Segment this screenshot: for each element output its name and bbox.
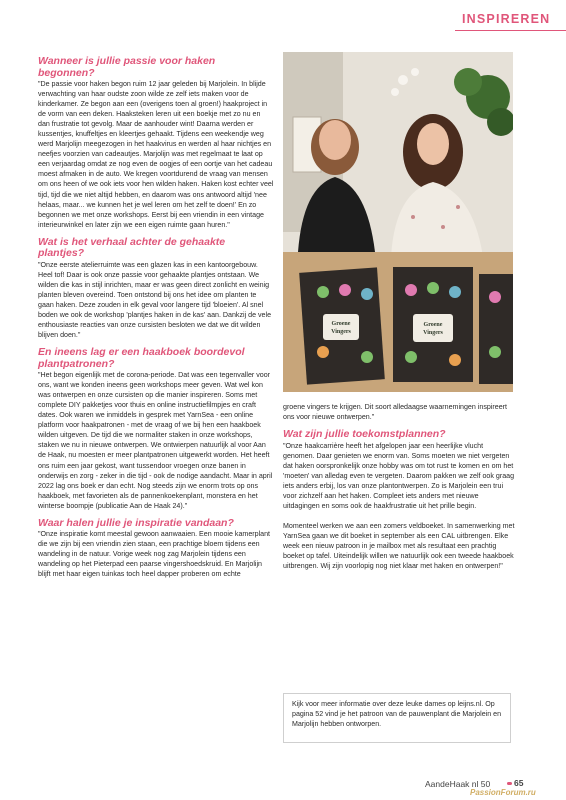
article-heading: En ineens lag er een haakboek boordevol plantpatronen? bbox=[38, 346, 245, 370]
footer-separator bbox=[507, 782, 512, 785]
section-tag: INSPIREREN bbox=[462, 12, 551, 26]
section-divider bbox=[455, 30, 566, 31]
designers-photo bbox=[283, 52, 513, 392]
right-column-continuation bbox=[283, 402, 515, 571]
magazine-name: AandeHaak nl 50 bbox=[425, 779, 491, 789]
article-body: groene vingers te krijgen. Dit soort alledaagse waarnemingen inspireert ons voor nieuwe ontwerpen." bbox=[283, 403, 507, 422]
article-body: "Onze haakcarrière heeft het afgelopen jaar een heerlijke vlucht genomen. Daar genieten we enorm van. Soms moeten we niet vergeten dat haken oorspronkelijk onze hobby was om tot rust te komen en om het 'moeten' van alledag even te vergeten. Daarom pakken we zelf ook graag iets anders erbij, los van onze plantontwerpen. Zo is Marjolein een trui voor zichzelf aan het haken. Compleet iets anders met nieuwe uitdagingen en soms ook de haakfrustratie uit het prille begin. bbox=[283, 441, 515, 510]
article-body: Momenteel werken we aan een zomers veldboeket. In samenwerking met YarnSea gaan we dit boeket in september als een CAL uitbrengen. Elke week een nieuw patroon in je mailbox met als resultaat een prachtig boeket op tafel. Uiteindelijk willen we natuurlijk ook een tweede haakboek uitbrengen. Wij zijn voorlopig nog niet klaar met haken en ontwerpen!" bbox=[283, 521, 515, 571]
article-body: "Onze inspiratie komt meestal gewoon aanwaaien. Een mooie kamerplant die we zijn bij een vriendin zien staan, een prachtige bloem tijdens een wandeling in de natuur. Vorige week nog zag Marjolein tijdens een wandeling op het Pieterpad een paarse vingershoedskruid. En Marjolijn blijft met haar eigen tuinkas toch heel dapper proberen om echte bbox=[38, 530, 271, 579]
book-title-line2: Vingers bbox=[423, 330, 443, 336]
article-body: "Het begon eigenlijk met de corona-periode. Dat was een tegenvaller voor ons, want we konden ineens geen workshops meer geven. Wat wel kon was ontwerpen en onze cursisten op die manier inspireren. Soms met complete DIY pakketjes voor thuis en online instructiefilmpjes en craft dates. Ook waren we inmiddels in gesprek met YarnSea - een online platform voor haakpatronen - met de vraag of we bij hen een haakboek wilden uitgeven. De tijd die we normaliter staken in onze workshops, staken we nu in nieuwe ontwerpen. We ontwierpen natuurlijk al voor Aan de Haak, nu moesten er meer plantpatronen uitgewerkt worden. Het heeft ons ruim een jaar gekost, want tussendoor vroegen onze banen in onderwijs en zorg - zeker in die tijd - ook de nodige aandacht. Maar in april 2022 lag ons boek er dan echt. Nog steeds zijn we enorm trots op ons haakboek, met favorieten als de pannenkoekenplant, monstera en het winterse boompje (publicatie Aan de Haak 24)." bbox=[38, 371, 273, 510]
left-column bbox=[38, 56, 274, 579]
info-box bbox=[283, 693, 511, 743]
article-heading: Waar halen jullie je inspiratie vandaan? bbox=[38, 516, 234, 529]
watermark: PassionForum.ru bbox=[470, 788, 536, 797]
article-body: "De passie voor haken begon ruim 12 jaar geleden bij Marjolein. In blijde verwachting van haar oudste zoon wilde ze zelf iets maken voor de kinderkamer. Ze begon aan een (overigens toen al groen!) haakproject in de vorm van een deken. Haaksteken leren uit een boekje met zo nu en dan frustratie tot gevolg. Maar de aanhouder wint! Daarna werden er kussentjes, knuffeltjes en kleertjes gehaakt. Tijdens een weekendje weg werd Marjolijn meegezogen in het haakvirus en werden al haar nichtjes en neefjes voorzien van cadeautjes. Marjolijn was met regelmaat te laat op een verjaardag omdat ze nog even de oogjes of een oortje van het cadeau moest afmaken in de auto. We kregen voortdurend de vraag van mensen om ons heen of we ook iets voor hen wilden haken. Haken kost echter veel tijd, tijd die we niet altijd hebben, en daarom was ons antwoord altijd 'nee helaas, maar... we kunnen het je wel leren om het zelf te doen!' En zo begonnen we met onze workshops. Eerst bij een vriendin in een vintage interieurwinkel en later zijn we een eigen ruimte gaan huren." bbox=[38, 80, 274, 229]
article-heading: Wat zijn jullie toekomstplannen? bbox=[283, 428, 446, 441]
info-text: Kijk voor meer informatie over deze leuke dames op leijns.nl. Op pagina 52 vind je het patroon van de pauwenplant die Marjolein en Marjolijn hebben ontworpen. bbox=[292, 700, 502, 728]
book-title-line2: Vingers bbox=[331, 329, 351, 335]
book-title-line1: Groene bbox=[423, 322, 443, 328]
article-heading: Wanneer is jullie passie voor haken begonnen? bbox=[38, 55, 216, 79]
page-number: 65 bbox=[514, 778, 524, 788]
article-body: "Onze eerste atelierruimte was een glazen kas in een kantoorgebouw. Heel tof! Daar is ook onze passie voor gehaakte plantjes ontstaan. We wilden die kas in stijl inrichten, maar er was geen direct zonlicht en weinig planten bleven overeind. Toen ontstond bij ons het idee om planten te gaan haken. Deze zouden in elk geval voor langere tijd 'bloeien'. Al snel boden we ook de workshop 'plantjes haken in de kas' aan. Dankzij de vele enthousiaste reacties van onze cursisten besloten we dat we dit wilden blijven doen." bbox=[38, 260, 272, 340]
book-title-line1: Groene bbox=[331, 321, 351, 327]
article-heading: Wat is het verhaal achter de gehaakte plantjes? bbox=[38, 235, 226, 260]
